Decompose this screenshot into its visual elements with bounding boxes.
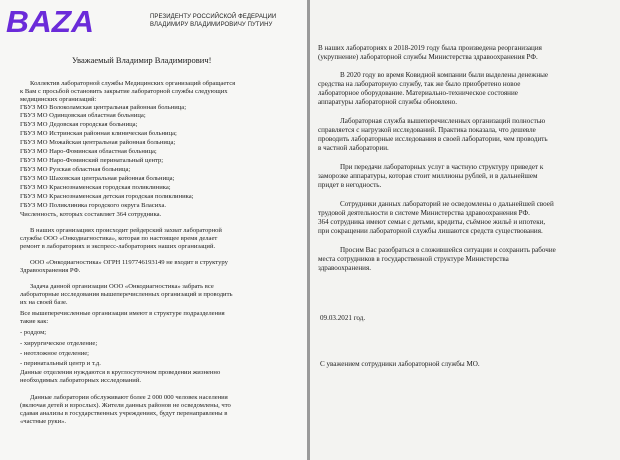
letter-line: В наших лабораториях в 2018-2019 году была произведена реорганизация [318,44,542,52]
letter-line: Лабораторная служба вышеперечисленных организаций полностью [340,117,546,125]
letter-line: здравоохранения. [318,264,372,272]
department-list-item: - хирургическое отделение; [20,340,98,347]
letter-line: В 2020 году во время Ковидной компании были выделены денежные [340,71,549,79]
letter-line: Здравоохранения РФ. [20,267,81,274]
addressee-block [150,14,302,29]
letter-line: Все вышеперечисленные организации имеют в структуре подразделения [20,310,225,317]
letter-line: Данные лаборатории обслуживают более 2 000 000 человек населения [30,394,228,401]
letter-line: сдавая анализы в государственных учреждениях, будут перенаправлены в [20,410,228,417]
letter-line: ООО «Онкодиагностика» ОГРН 1197746193149 не входит в структуру [30,259,228,266]
addressee-line: ПРЕЗИДЕНТУ РОССИЙСКОЙ ФЕДЕРАЦИИ [150,14,277,20]
letter-line: «частные руки». [20,418,67,425]
greeting: Уважаемый Владимир Владимирович! [72,55,212,65]
letter-line: Задача данной организации ООО «Онкодиагностика» забрать все [30,283,214,290]
letter-line: Данные отделения нуждаются в круглосуточном проведении жизненно [20,369,221,376]
org-list-item: ГБУЗ МО Можайская центральная районная больница; [20,139,176,146]
org-list-item: ГБУЗ МО Одинцовская областная больница; [20,112,146,119]
letter-line: в частной лаборатории. [318,144,389,152]
org-list-item: ГБУЗ МО Краснознаменская детская городская поликлиника; [20,193,194,200]
letter-line: придет в негодность. [318,181,382,189]
letter-line: заморозке аппаратуры, которая стоит миллионы рублей, и в дальнейшем [318,172,538,180]
letter-page-right [310,0,620,460]
letter-line: такие как: [20,318,49,325]
letter-date: 09.03.2021 год. [320,314,366,322]
baza-logo-text: BAZA [6,6,94,36]
department-list-item: - неотложное отделение; [20,350,90,357]
letter-line: к Вам с просьбой остановить закрытие лабораторной службы следующих [20,88,228,95]
letter-line: медицинских организаций: [20,96,97,103]
letter-line: лабораторное оборудование. Материально-техническое состояние [318,89,518,97]
letter-line: ремонт в лабораториях и экспресс-лабораториях наших организаций. [20,243,216,250]
org-list-item: ГБУЗ МО Поликлиника городского округа Власиха. [20,202,167,209]
department-list-item: - роддом; [20,329,47,336]
letter-line: аппаратуры лабораторной службы обновлено. [318,98,457,106]
department-list-item: - перинатальный центр и т.д. [20,360,101,367]
letter-line: лабораторные исследования вышеперечисленных организаций и проводить [20,291,233,298]
letter-line: При передачи лабораторных услуг в частную структуру приведет к [340,163,544,171]
letter-line: (укрупнение) лабораторной службы Министерства здравоохранения РФ. [318,53,538,61]
letter-line: Коллектив лабораторной службы Медицинских организаций обращается [30,80,236,87]
baza-logo [5,6,97,36]
letter-line: 364 сотрудника имеют семьи с детьми, кредиты, съёмное жильё и ипотеки, [318,218,546,226]
letter-page-left [0,0,307,460]
org-list-item: ГБУЗ МО Дедовская городская больница; [20,121,138,128]
letter-line: проводить лабораторные исследования в своей лаборатории, чем проводить [318,135,548,143]
org-list-item: ГБУЗ МО Краснознаменская городская поликлиника; [20,184,171,191]
letter-line: (включая детей и взрослых). Жители данных районов не осведомлены, что [20,402,231,409]
letter-signature: С уважением сотрудники лабораторной службы МО. [320,360,480,368]
letter-line: при сокращении лабораторной службы лишаются средств существования. [318,227,543,235]
org-list-item: ГБУЗ МО Рузская областная больница; [20,166,131,173]
letter-line: Численность, которых составляет 364 сотрудника. [20,211,162,218]
org-list-item: ГБУЗ МО Шаховская центральная районная больница; [20,175,175,182]
letter-line: средства на лабораторную службу, так же было приобретено новое [318,80,521,88]
letter-line: Сотрудники данных лабораторий не осведомлены о дальнейшей своей [340,200,554,208]
addressee-line: ВЛАДИМИРУ ВЛАДИМИРОВИЧУ ПУТИНУ [150,21,273,28]
letter-line: В наших организациях происходит рейдерский захват лабораторной [30,227,222,234]
org-list-item: ГБУЗ МО Наро-Фоминская областная больница; [20,148,157,155]
letter-line: службы ООО «Онкодиагностика», которая по настоящее время делает [20,235,218,242]
org-list-item: ГБУЗ МО Наро-Фоминский перинатальный центр; [20,157,164,164]
letter-line: трудовой деятельности в системе Министерства здравоохранения РФ. [318,209,530,217]
letter-line: их на своей базе. [20,299,68,306]
letter-line: необходимых лабораторных исследований. [20,377,142,384]
letter-line: справляется с нагрузкой исследований. Практика показала, что дешевле [318,126,536,134]
org-list-item: ГБУЗ МО Волоколамская центральная районная больница; [20,104,187,111]
letter-line: места сотрудников в государственной структуре Министерства [318,255,509,263]
letter-line: Просим Вас разобраться в сложившейся ситуации и сохранить рабочие [340,246,556,254]
org-list-item: ГБУЗ МО Истринская районная клиническая больница; [20,130,177,137]
